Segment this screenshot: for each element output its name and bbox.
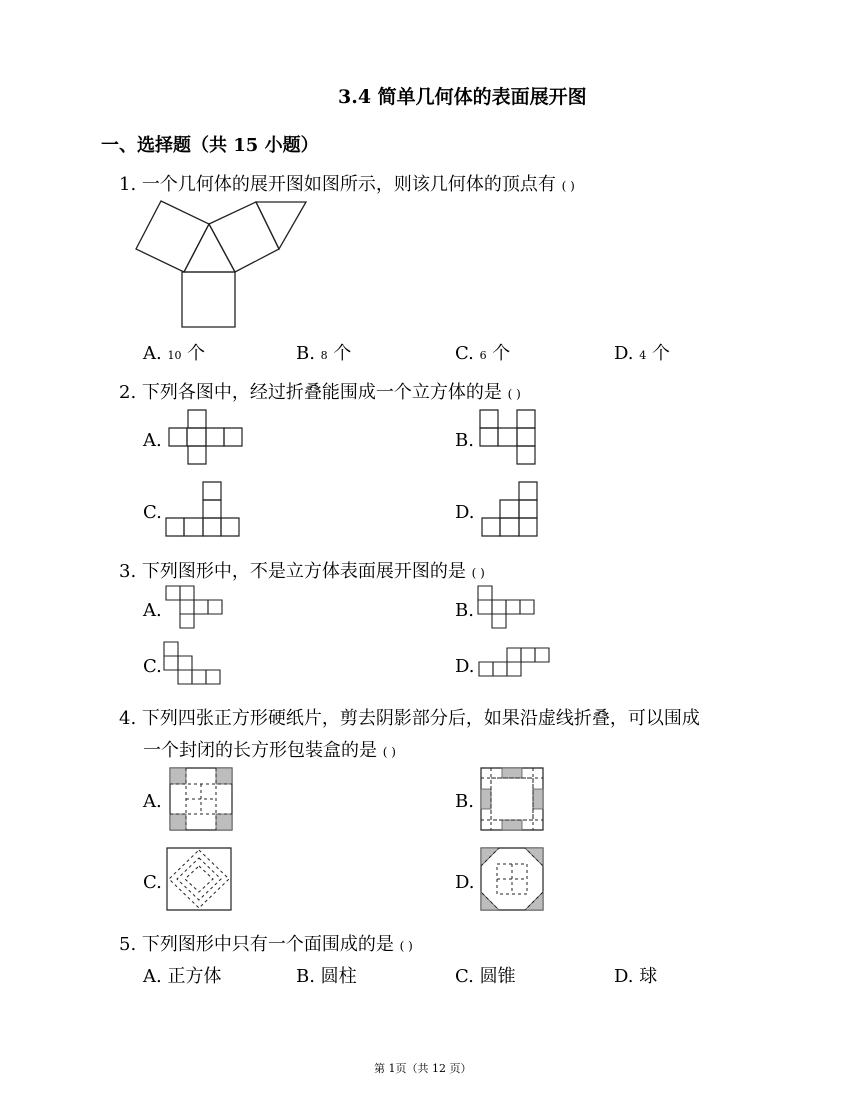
q4-sheet-b [481, 768, 545, 832]
q3-net-c [164, 642, 224, 686]
q1-option-d-num: 4 [639, 349, 647, 362]
q1-option-b[interactable] [296, 339, 351, 365]
q2-net-a [169, 410, 244, 466]
q1-option-d-unit: 个 [646, 343, 670, 364]
q1-option-a-unit: 个 [181, 343, 206, 364]
question-3-stem [119, 557, 485, 583]
q1-option-a-letter: A. [143, 343, 168, 364]
q3-net-a [166, 586, 226, 630]
q4-option-d[interactable]: D. [455, 872, 475, 893]
q3-option-a[interactable]: A. [143, 600, 162, 621]
q3-net-d [479, 648, 553, 678]
q1-option-c-unit: 个 [486, 343, 511, 364]
page-footer: 第 1页（共 12 页） [374, 1062, 472, 1075]
q1-option-b-num: 8 [320, 349, 328, 362]
q5-option-c[interactable]: C. 圆锥 [455, 966, 516, 987]
q3-option-d[interactable]: D. [455, 656, 475, 677]
q2-option-c[interactable]: C. [143, 502, 162, 523]
q5-option-b[interactable]: B. 圆柱 [296, 966, 357, 987]
section-heading: 一、选择题（共 15 小题） [101, 135, 319, 156]
question-4-text: 一个封闭的长方形包装盒的是 [143, 740, 377, 761]
answer-paren: ( ) [399, 939, 413, 953]
q1-option-c[interactable] [455, 339, 510, 365]
question-4-stem-line2 [143, 736, 396, 762]
q2-net-b [480, 410, 538, 466]
answer-paren: ( ) [561, 179, 575, 193]
q5-option-d[interactable]: D. 球 [614, 966, 658, 987]
q2-option-b[interactable]: B. [455, 430, 474, 451]
q4-sheet-a [170, 768, 234, 832]
q1-option-b-letter: B. [296, 343, 321, 364]
q3-option-c[interactable]: C. [143, 656, 162, 677]
q1-option-c-num: 6 [479, 349, 487, 362]
answer-paren: ( ) [382, 745, 396, 759]
q3-net-b [478, 586, 538, 630]
q5-option-a[interactable]: A. 正方体 [143, 966, 222, 987]
q4-option-c[interactable]: C. [143, 872, 162, 893]
q4-option-a[interactable]: A. [143, 791, 162, 812]
answer-paren: ( ) [471, 566, 485, 580]
q2-option-d[interactable]: D. [455, 502, 475, 523]
q1-option-c-letter: C. [455, 343, 480, 364]
question-2-text: 2. 下列各图中，经过折叠能围成一个立方体的是 [119, 382, 502, 403]
q4-sheet-d [481, 848, 545, 912]
q1-option-a[interactable] [143, 339, 205, 365]
question-2-stem [119, 378, 521, 404]
q1-option-d-letter: D. [614, 343, 640, 364]
page-title: 3.4 简单几何体的表面展开图 [338, 86, 587, 108]
q4-option-b[interactable]: B. [455, 791, 474, 812]
q1-option-a-num: 10 [167, 349, 182, 362]
question-1-text: 1. 一个几何体的展开图如图所示，则该几何体的顶点有 [119, 174, 556, 195]
q2-net-c [166, 482, 241, 538]
question-5-text: 5. 下列图形中只有一个面围成的是 [119, 934, 394, 955]
answer-paren: ( ) [507, 387, 521, 401]
q4-sheet-c [167, 848, 233, 912]
q1-option-b-unit: 个 [327, 343, 352, 364]
q1-option-d[interactable] [614, 339, 670, 365]
question-4-stem-line1: 4. 下列四张正方形硬纸片，剪去阴影部分后，如果沿虚线折叠，可以围成 [119, 708, 700, 729]
question-3-text: 3. 下列图形中，不是立方体表面展开图的是 [119, 561, 466, 582]
q3-option-b[interactable]: B. [455, 600, 474, 621]
q2-option-a[interactable]: A. [143, 430, 162, 451]
question-5-stem [119, 930, 413, 956]
q2-net-d [482, 482, 540, 538]
